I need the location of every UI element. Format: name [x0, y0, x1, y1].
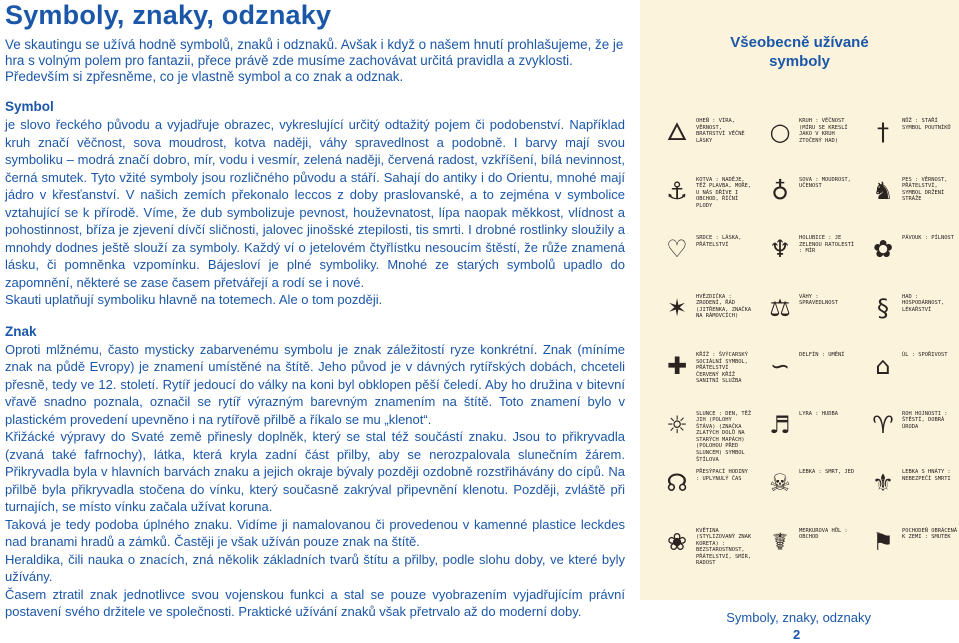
scales-icon: ⚖ — [769, 293, 791, 322]
symbol-item — [765, 468, 857, 498]
symbol-item — [662, 351, 754, 385]
symbol-label: HAD : HOSPODÁRNOST, LÉKAŘSTVÍ — [902, 293, 945, 313]
symbol-label: KRUH : VĚČNOST (MÍRU SE KRESLÍ JAKO V KRUH ZTOČENÝ HAD) — [799, 118, 848, 144]
symbol-item — [765, 234, 857, 264]
paragraph: Taková je tedy podoba úplného znaku. Vidíme ji namalovanou či provedenou v kamenné plastice leckdes nad branami hradů a zámků. Častěji je však užíván pouze znak na štítě. — [5, 516, 625, 549]
symbol-item — [765, 176, 857, 206]
symbol-label: VÁHY : SPRAVEDLNOST — [799, 293, 838, 307]
symbol-label: HOLUBICE : JE ZELENOU RATOLESTÍ : MÍR — [799, 235, 855, 255]
symbol-item — [662, 293, 754, 323]
symbol-label: LYRA : HUDBA — [799, 410, 838, 417]
section-heading-znak: Znak — [5, 323, 37, 339]
paragraph: je slovo řeckého původu a vyjadřuje obrazec, vykreslující určitý odtažitý pojem či podobenství. Například kruh značí věčnost, sova moudrost, kotva naději, váhy spravedlnost a podobně. I barvy mají svou symboliku – modrá značí dobro, mír, vodu i vesmír, zelená naději, červená radost, vzkříšení, bílá nevinnost, černá smutek. Tyto vžité symboly jsou rozličného původu a stáří. Sahají do antiky i do Orientu, mnohé mají jádro v křesťanství. V našich zemích překonalo leccos z doby praslovanské, a to zejména v symbolice vztahující se k přírodě. Víme, že dub symbolizuje pevnost, houževnatost, lípa naopak měkkost, vlídnost a pohostinnost, bříza je zjevení dívčí sličnosti, jalovec jinošské ztepilosti, tis smrti. I drobné rostlinky sloužily a mnohdy dodnes ještě slouží za symboly. Každý ví o jetelovém čtyřlístku nesoucím štěstí, že růže znamená lásku, či pomněnka vzpomínku. Bájesloví je plné symboliky. Mnohé ze starých symbolů upadlo do zapomnění, některé se zase časem přetvářejí a rodí se i nové. — [5, 117, 625, 290]
symbol-item — [868, 117, 959, 147]
ring-icon: ○ — [769, 118, 791, 146]
owl-icon: ♁ — [771, 176, 789, 205]
panel-title-line: Všeobecně užívané — [730, 34, 869, 51]
paragraph: Křižácké výpravy do Svaté země přinesly doplněk, který se stal též součástí znaku. Jsou to přikryvadla (zvaná také fafrnochy), látka, která kryla zadní část přilby, aby se nerozpalovala slunečním žárem. Přikryvadla byla v hlavních barvách znaku a jejich okraje bývaly později ozdobně rozstřihávány do cípů. Na přilbě byla přikryvadla stočena do vínku, který současně zakrýval připevnění klenotu. Později, zvláště při turnajích, se místo vínku začala užívat koruna. — [5, 429, 625, 514]
panel-title — [640, 33, 959, 71]
symbol-item — [868, 410, 959, 440]
symbol-label: POCHODEŇ OBRÁCENÁ K ZEMI : SMUTEK — [902, 527, 958, 541]
symbol-label: SLUNCE : DEN, TĚŽ JIH (POLOHY ŠTÁVA) (ZNAČKA ZLATÝCH DOLŮ NA STARÝCH MAPÁCH) (POLOHOU PŘED SLUNCEM) SYMBOL ŠTÍLOVA — [696, 410, 752, 463]
symbol-item — [868, 176, 959, 206]
section-symbol — [5, 98, 625, 309]
flower-icon: ❀ — [666, 527, 688, 556]
section-znak — [5, 323, 625, 621]
symbol-label: KVĚTINA (STYLIZOVANÝ ZNAK KORETA) : BEZSTAROSTNOST, PŘÁTELSTVÍ, SMÍR, RADOST — [696, 527, 752, 567]
symbol-item — [765, 351, 857, 381]
flame-icon: 🜂 — [666, 118, 688, 146]
snake-icon: § — [877, 293, 889, 322]
article-body — [5, 98, 625, 635]
dove-icon: ♆ — [769, 235, 791, 263]
section-heading-symbol: Symbol — [5, 99, 54, 114]
symbol-item — [662, 410, 754, 464]
symbol-item — [868, 234, 959, 264]
symbol-label: KOTVA : NADĚJE, TĚŽ PLAVBA, MOŘE, U NÁS DŘÍVE I OBCHOD, ŘÍČNÍ PLODY — [696, 176, 752, 209]
star-icon: ✶ — [666, 293, 688, 322]
symbol-label: LEBKA S HNÁTY : NEBEZPEČÍ SMRTI — [902, 469, 951, 482]
page-number: 2 — [793, 627, 801, 642]
beehive-icon: ⌂ — [875, 352, 891, 380]
symbol-item — [765, 117, 857, 147]
caduceus-icon: ☤ — [771, 527, 789, 556]
symbol-item — [662, 527, 754, 568]
dolphin-icon: ∽ — [769, 352, 791, 380]
paragraph: Časem ztratil znak jednotlivce svou vojenskou funkci a stal se pouze vyobrazením vyjadřujícím právní postavení svého držitele ve společnosti. Praktické užívání znaků však přetrvalo až do moderní doby. — [5, 586, 625, 619]
symbol-label: PŘESÝPACÍ HODINY : UPLYNULÝ ČAS — [696, 469, 748, 482]
flag-icon: ⚑ — [872, 527, 894, 556]
sun-icon: ☼ — [666, 410, 688, 439]
symbol-item — [765, 527, 857, 557]
symbol-label: ÚL : SPOŘIVOST — [902, 352, 948, 358]
horn-icon: ♈ — [872, 410, 894, 439]
footer-label: Symboly, znaky, odznaky — [726, 610, 871, 625]
symbol-label: ROH HOJNOSTI : ŠTĚSTÍ, DOBRÁ ÚRODA — [902, 410, 948, 430]
symbol-item — [868, 527, 959, 557]
symbol-item — [765, 293, 857, 323]
cross-icon: ✚ — [666, 352, 688, 380]
symbol-item — [662, 234, 754, 264]
symbols-panel — [640, 0, 959, 600]
symbol-label: KŘÍŽ : ŠVÝCARSKÝ SOCIÁLNÍ SYMBOL, PŘÁTELSTVÍ ČERVENÝ KŘÍŽ SANITNÍ SLUŽBA — [696, 352, 748, 385]
symbol-item — [868, 351, 959, 381]
anchor-icon: ⚓ — [666, 176, 688, 205]
symbol-label: DELFÍN : UMĚNÍ — [799, 352, 845, 358]
page-title: Symboly, znaky, odznaky — [5, 0, 332, 30]
symbol-label: PES : VĚRNOST, PŘÁTELSTVÍ, SYMBOL DRŽENÍ STRÁŽE — [902, 176, 948, 203]
symbol-item — [662, 117, 754, 147]
dagger-icon: † — [877, 118, 889, 146]
symbol-item — [662, 176, 754, 210]
skull-icon: ☠ — [769, 469, 791, 497]
symbol-item — [868, 468, 959, 498]
symbol-label: MERKUROVA HŮL : OBCHOD — [799, 527, 848, 541]
symbol-item — [662, 468, 754, 498]
symbol-label: NŮŽ : STAŘÍ SYMBOL POUTNÍKŮ — [902, 118, 951, 131]
symbol-label: LEBKA : SMRT, JED — [799, 469, 855, 475]
symbol-item — [765, 410, 857, 440]
paragraph: Heraldika, čili nauka o znacích, zná několik základních tvarů štítu a přilby, podle slohu doby, ve které byly užívány. — [5, 551, 625, 584]
peacock-icon: ✿ — [872, 235, 894, 263]
fleur-icon: ⚜ — [872, 469, 894, 497]
paragraph: Oproti mlžnému, často mysticky zabarvenému symbolu je znak záležitostí ryze konkrétní. Znak (míníme znak na půdě Evropy) je znamení umístěné na štítě. Jeho původ je v dávných rytířských dobách, chceteli přesně, tedy ve 12. století. Rytíř jedoucí do války na koni byl obklopen pěší čeledí. Aby ho družina v bitevní vřavě snadno poznala, označil se rytíř výrazným barevným znamením na štítě. Toto znamení bylo v plastickém provedení upevněno i na rytířově přilbě a říkalo se mu „klenot“. — [5, 341, 625, 427]
symbol-label: SOVA : MOUDROST, UČENOST — [799, 176, 851, 190]
symbol-label: OHEŇ : VÍRA, VĚRNOST, BRATRSTVÍ VĚČNÉ LÁSKY — [696, 118, 745, 144]
lyre-icon: ♬ — [769, 410, 791, 439]
heart-icon: ♡ — [666, 235, 688, 263]
symbol-label: HVĚZDIČKA : ZRODENÍ, ŘÁD (JITŘENKA, ZNAČKA NA RÁMOVCÍCH) — [696, 293, 752, 320]
symbol-label: PÁVOUK : PÍLNOST — [902, 235, 954, 241]
symbol-item — [868, 293, 959, 323]
symbol-label: SRDCE : LÁSKA, PŘÁTELSTVÍ — [696, 235, 742, 248]
intro-paragraph: Ve skautingu se užívá hodně symbolů, znaků i odznaků. Avšak i když o našem hnutí prohlašujeme, že je hra s volným polem pro fantazii, přece právě zde musíme zachovávat určitá pravidla a zvyklosti. Především si zpřesněme, co je vlastně symbol a co znak a odznak. — [5, 37, 624, 84]
handshake-icon: ☊ — [666, 469, 688, 497]
dog-icon: ♞ — [872, 176, 894, 205]
panel-title-line: symboly — [769, 53, 830, 70]
paragraph: Skauti uplatňují symboliku hlavně na totemech. Ale o tom později. — [5, 292, 383, 307]
